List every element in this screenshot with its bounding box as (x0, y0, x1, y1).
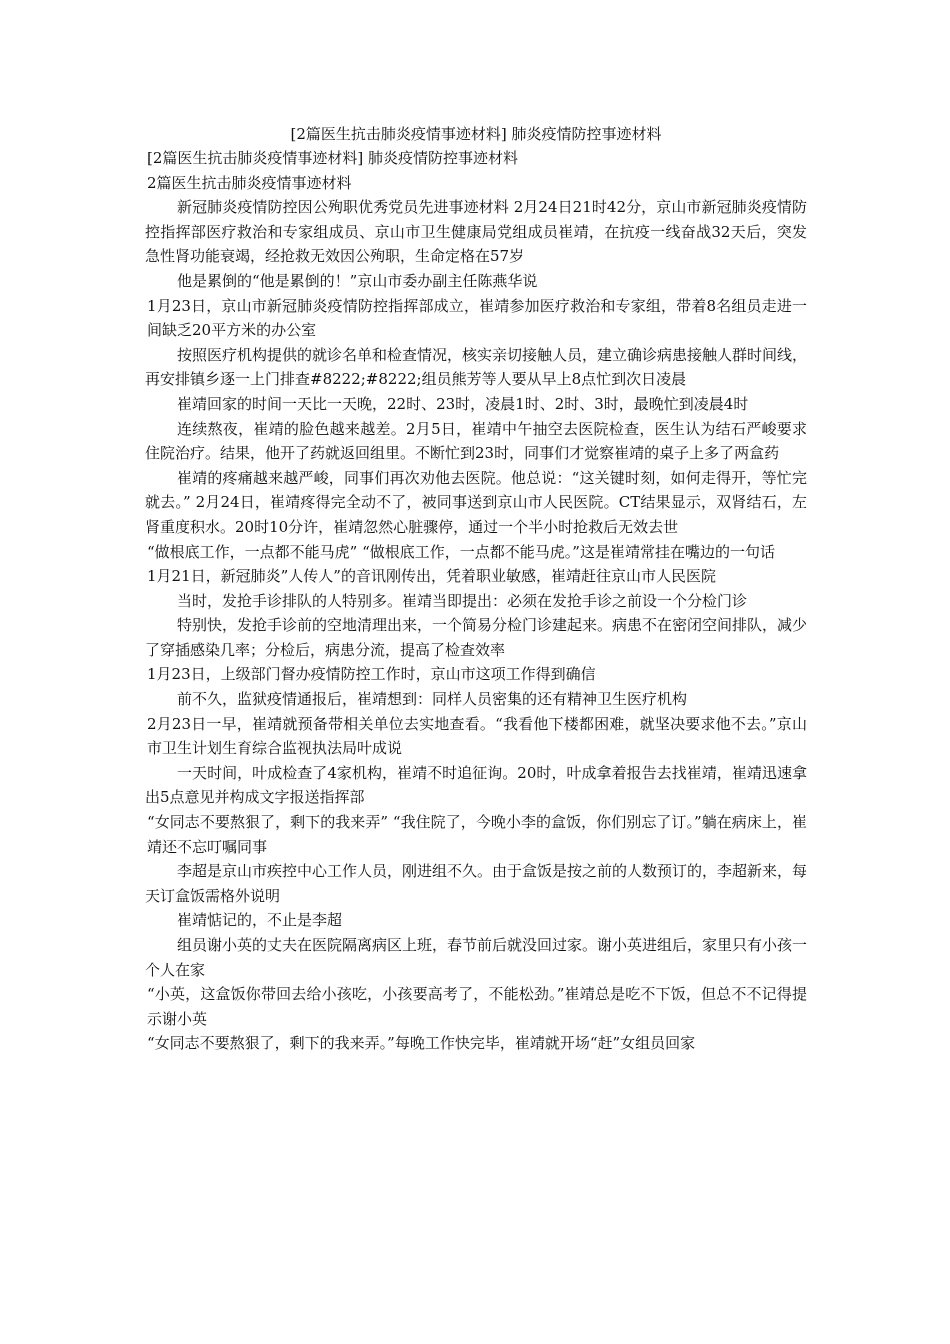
paragraph: 特别快，发抢手诊前的空地清理出来，一个简易分检门诊建起来。病患不在密闭空间排队，减少了穿插感染几率；分检后，病患分流，提高了检查效率 (145, 616, 808, 659)
paragraph: 一天时间，叶成检查了4家机构，崔靖不时追征询。20时，叶成拿着报告去找崔靖，崔靖迅速拿出5点意见并构成文字报送指挥部 (145, 763, 807, 807)
paragraph: 组员谢小英的丈夫在医院隔离病区上班，春节前后就没回过家。谢小英进组后，家里只有小孩一个人在家 (145, 936, 808, 979)
paragraph: 新冠肺炎疫情防控因公殉职优秀党员先进事迹材料 2月24日21时42分，京山市新冠肺炎疫情防控指挥部医疗救治和专家组成员、京山市卫生健康局党组成员崔靖，在抗疫一线奋战32天后，突发急性肾功能衰竭，经抢救无效因公殉职，生命定格在57岁 (145, 198, 807, 266)
paragraph: 1月23日，上级部门督办疫情防控工作时，京山市这项工作得到确信 (147, 665, 596, 684)
paragraph: 当时，发抢手诊排队的人特别多。崔靖当即提出：必须在发抢手诊之前设一个分检门诊 (177, 591, 748, 610)
paragraph: “小英，这盒饭你带回去给小孩吃，小孩要高考了，不能松劲。”崔靖总是吃不下饭，但总不不记得提示谢小英 (147, 985, 807, 1028)
paragraph: 崔靖回家的时间一天比一天晚，22时、23时，凌晨1时、2时、3时，最晚忙到凌晨4时 (177, 394, 749, 413)
document-title: [2篇医生抗击肺炎疫情事迹材料] 肺炎疫情防控事迹材料 (290, 125, 662, 143)
paragraph: “女同志不要熬狠了，剩下的我来弄。”每晚工作快完毕，崔靖就开场“赶”女组员回家 (147, 1034, 696, 1053)
paragraph: [2篇医生抗击肺炎疫情事迹材料] 肺炎疫情防控事迹材料 (147, 149, 519, 167)
paragraph: 2篇医生抗击肺炎疫情事迹材料 (147, 173, 352, 192)
paragraph: 他是累倒的“他是累倒的！”京山市委办副主任陈燕华说 (177, 271, 538, 290)
paragraph: 按照医疗机构提供的就诊名单和检查情况，核实亲切接触人员，建立确诊病患接触人群时间线，再安排镇乡逐一上门排查#8222;#8222;组员熊芳等人要从早上8点忙到次日凌晨 (145, 345, 808, 389)
paragraph: 连续熬夜，崔靖的脸色越来越差。2月5日，崔靖中午抽空去医院检查，医生认为结石严峻要求住院治疗。结果，他开了药就返回组里。不断忙到23时，同事们才觉察崔靖的桌子上多了两盒药 (145, 419, 807, 463)
document-body (145, 146, 807, 1056)
paragraph: 1月21日，新冠肺炎”人传人”的音讯刚传出，凭着职业敏感，崔靖赶往京山市人民医院 (147, 567, 716, 586)
paragraph: “做根底工作，一点都不能马虎” “做根底工作，一点都不能马虎。”这是崔靖常挂在嘴边的一句话 (147, 542, 775, 561)
document-page (145, 122, 807, 1056)
paragraph: 2月23日一早，崔靖就预备带相关单位去实地查看。“我看他下楼都困难，就坚决要求他不去。”京山市卫生计划生育综合监视执法局叶成说 (147, 714, 807, 758)
paragraph: 李超是京山市疾控中心工作人员，刚进组不久。由于盒饭是按之前的人数预订的，李超新来，每天订盒饭需格外说明 (145, 862, 808, 905)
paragraph: 前不久，监狱疫情通报后，崔靖想到：同样人员密集的还有精神卫生医疗机构 (177, 690, 688, 709)
paragraph: “女同志不要熬狠了，剩下的我来弄” “我住院了，今晚小李的盒饭，你们别忘了订。”躺在病床上，崔靖还不忘叮嘱同事 (147, 813, 807, 856)
paragraph: 崔靖的疼痛越来越严峻，同事们再次劝他去医院。他总说：“这关键时刻，如何走得开，等忙完就去。” 2月24日，崔靖疼得完全动不了，被同事送到京山市人民医院。CT结果显示，双肾结石，左肾重度积水。20时10分许，崔靖忽然心脏骤停，通过一个半小时抢救后无效去世 (145, 468, 807, 536)
paragraph: 1月23日，京山市新冠肺炎疫情防控指挥部成立，崔靖参加医疗救治和专家组，带着8名组员走进一间缺乏20平方米的办公室 (147, 296, 807, 340)
paragraph: 崔靖惦记的，不止是李超 (177, 911, 343, 930)
